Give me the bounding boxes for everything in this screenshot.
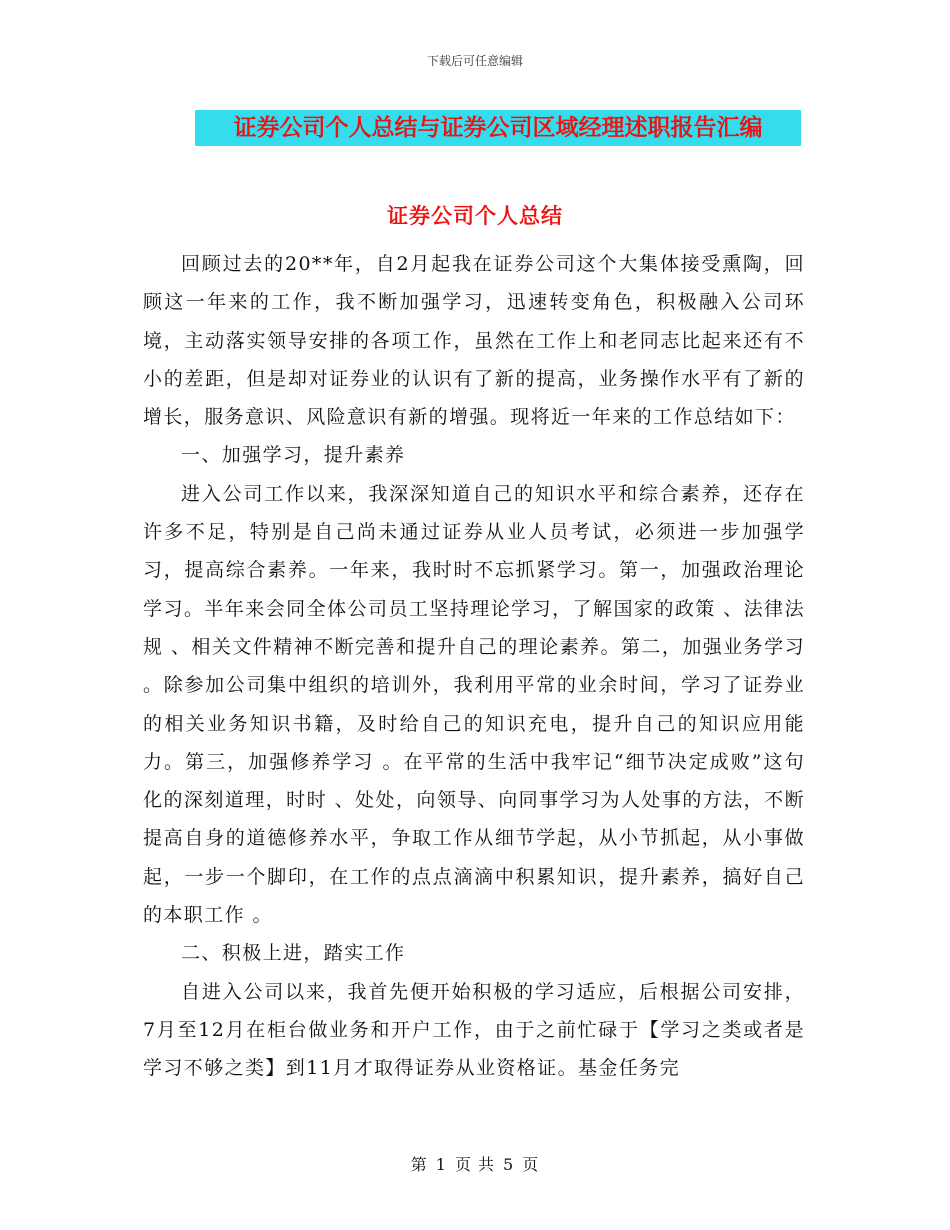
- heading-work: 二、积极上进，踏实工作: [181, 942, 406, 965]
- document-title: 证券公司个人总结与证券公司区域经理述职报告汇编: [233, 114, 763, 141]
- section-title: 证券公司个人总结: [387, 203, 563, 228]
- footer-page-number: 1: [435, 1155, 447, 1174]
- footer-total-pages: 5: [503, 1155, 515, 1174]
- paragraph-work: 自进入公司以来，我首先便开始积极的学习适应，后根据公司安排，7月至12月在柜台做业务和开户工作，由于之前忙碌于【学习之类或者是学习不够之类】到11月才取得证券从业资格证。基金任务完: [143, 980, 805, 1080]
- paragraph-intro: 回顾过去的20**年，自2月起我在证券公司这个大集体接受熏陶，回顾这一年来的工作，我不断加强学习，迅速转变角色，积极融入公司环境，主动落实领导安排的各项工作，虽然在工作上和老同志比起来还有不小的差距，但是却对证券业的认识有了新的提高，业务操作水平有了新的增长，服务意识、风险意识有新的增强。现将近一年来的工作总结如下：: [143, 253, 805, 429]
- heading-study: 一、加强学习，提升素养: [181, 444, 406, 467]
- paragraph-study: 进入公司工作以来，我深深知道自己的知识水平和综合素养，还存在许多不足，特别是自己尚未通过证券从业人员考试，必须进一步加强学习，提高综合素养。一年来，我时时不忘抓紧学习。第一，加强政治理论学习。半年来会同全体公司员工坚持理论学习，了解国家的政策 、法律法规 、相关文件精神不断完善和提升自己的理论素养。第二，加强业务学习 。除参加公司集中组织的培训外，我利用平常的业余时间，学习了证券业的相关业务知识书籍，及时给自己的知识充电，提升自己的知识应用能力。第三，加强修养学习 。在平常的生活中我牢记“细节决定成败”这句化的深刻道理，时时 、处处，向领导、向同事学习为人处事的方法，不断提高自身的道德修养水平，争取工作从细节学起，从小节抓起，从小事做起，一步一个脚印，在工作的点点滴滴中积累知识，提升素养，搞好自己的本职工作 。: [143, 482, 805, 927]
- footer-prefix: 第: [410, 1155, 428, 1174]
- footer-suffix: 页: [522, 1155, 540, 1174]
- footer-middle: 页 共: [454, 1155, 496, 1174]
- document-title-highlight: [195, 110, 801, 146]
- document-body: [143, 245, 805, 1088]
- header-note: 下载后可任意编辑: [426, 54, 523, 68]
- page-footer: [0, 1152, 950, 1175]
